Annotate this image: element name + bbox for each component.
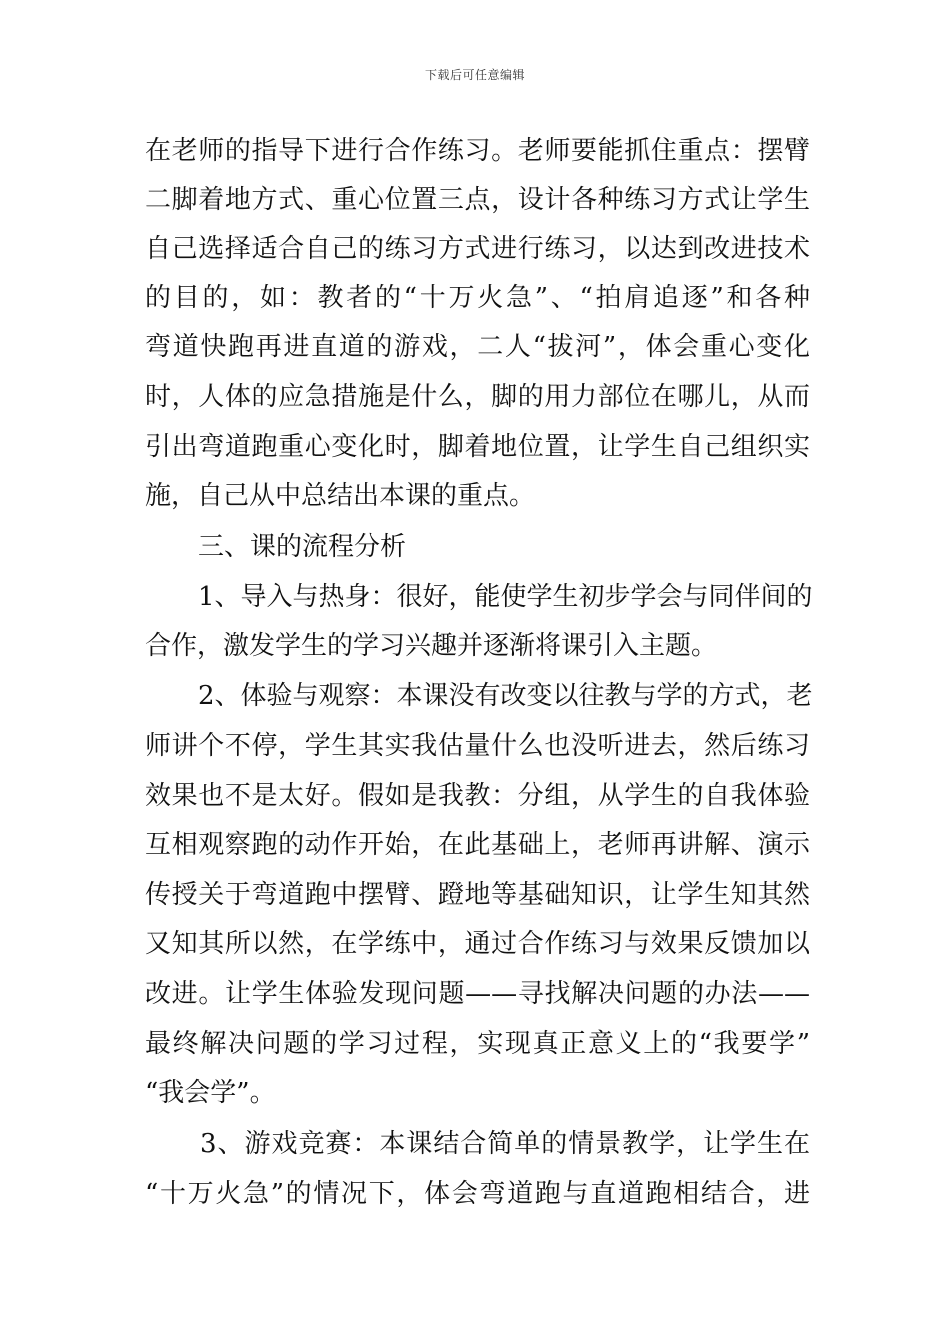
- paragraph-line: 改进。让学生体验发现问题——寻找解决问题的办法——: [145, 979, 810, 1009]
- paragraph-line: 效果也不是太好。假如是我教：分组，从学生的自我体验: [145, 781, 810, 811]
- paragraph-line: 1、导入与热身：很好，能使学生初步学会与同伴间的: [198, 582, 813, 612]
- paragraph-line: 时，人体的应急措施是什么，脚的用力部位在哪儿，从而: [145, 382, 810, 412]
- paragraph-line: 师讲个不停，学生其实我估量什么也没听进去，然后练习: [145, 731, 810, 761]
- paragraph-line: 二脚着地方式、重心位置三点，设计各种练习方式让学生: [145, 185, 810, 215]
- paragraph-line: 又知其所以然，在学练中，通过合作练习与效果反馈加以: [145, 929, 810, 959]
- paragraph-line: 施，自己从中总结出本课的重点。: [145, 481, 536, 511]
- paragraph-line: “我会学”。: [145, 1078, 276, 1108]
- paragraph-line: 2、体验与观察：本课没有改变以往教与学的方式，老: [198, 681, 813, 711]
- paragraph-line: 的目的，如：教者的“十万火急”、“拍肩追逐”和各种: [145, 283, 810, 313]
- paragraph-line: 自己选择适合自己的练习方式进行练习，以达到改进技术: [145, 234, 810, 264]
- paragraph-line: 合作，激发学生的学习兴趣并逐渐将课引入主题。: [145, 631, 718, 661]
- paragraph-line: 3、游戏竞赛：本课结合简单的情景教学，让学生在: [200, 1129, 810, 1159]
- paragraph-line: 互相观察跑的动作开始，在此基础上，老师再讲解、演示: [145, 830, 810, 860]
- page-header: 下载后可任意编辑: [424, 68, 525, 82]
- paragraph-line: 弯道快跑再进直道的游戏，二人“拔河”，体会重心变化: [145, 332, 810, 362]
- paragraph-line: “十万火急”的情况下，体会弯道跑与直道跑相结合，进: [145, 1179, 810, 1209]
- section-heading: 三、课的流程分析: [198, 532, 407, 562]
- paragraph-line: 传授关于弯道跑中摆臂、蹬地等基础知识，让学生知其然: [145, 880, 810, 910]
- paragraph-line: 引出弯道跑重心变化时，脚着地位置，让学生自己组织实: [145, 432, 810, 462]
- paragraph-line: 在老师的指导下进行合作练习。老师要能抓住重点：摆臂: [145, 136, 810, 166]
- paragraph-line: 最终解决问题的学习过程，实现真正意义上的“我要学”: [145, 1029, 810, 1059]
